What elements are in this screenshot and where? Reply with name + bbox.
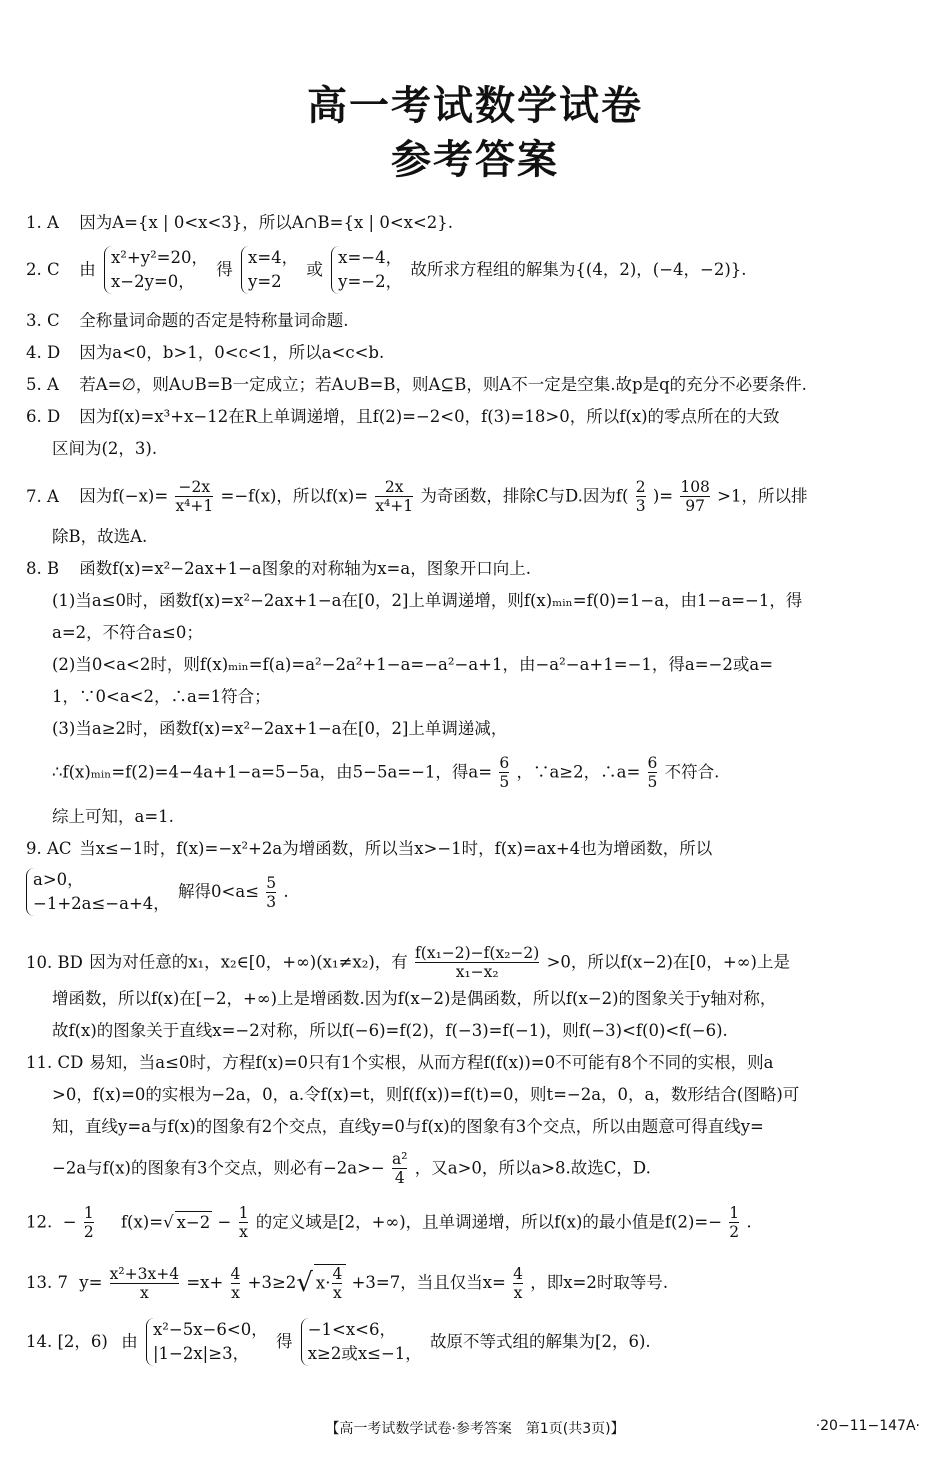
answer-text: 函数f(x)=x²−2ax+1−a图象的对称轴为x=a，图象开口向上.	[79, 559, 531, 578]
numerator: 4	[513, 1264, 523, 1283]
answer-text: ，即x=2时取等号.	[530, 1273, 669, 1292]
equation: x=−4，	[338, 248, 403, 267]
denominator: x	[239, 1223, 248, 1241]
answer-1	[26, 212, 928, 234]
denominator: x⁴+1	[375, 497, 414, 515]
answer-13	[26, 1264, 928, 1302]
answer-text: 或	[306, 260, 323, 279]
answer-text: 因为f(−x)=	[79, 486, 169, 506]
answer-text: f(x)=	[120, 1212, 164, 1232]
inequality: |1−2x|≥3，	[153, 1344, 250, 1363]
answer-10-continued: 增函数，所以f(x)在[−2，+∞)上是增函数.因为f(x−2)是偶函数，所以f(x−2)的图象关于y轴对称，	[52, 989, 777, 1008]
denominator: 3	[635, 497, 646, 515]
inequality: x²−5x−6<0，	[153, 1320, 268, 1339]
answer-7-continued: 除B，故选A.	[52, 527, 148, 546]
answer-number: 7. A	[26, 486, 59, 506]
fraction	[175, 478, 213, 515]
answer-8-case-2-continued: 1，∵0<a<2，∴a=1符合；	[52, 687, 271, 706]
numerator: −2x	[178, 478, 211, 496]
page-subtitle: 参考答案	[391, 137, 559, 183]
denominator: x₁−x₂	[415, 962, 539, 981]
denominator: x	[110, 1283, 179, 1302]
answer-2	[26, 246, 928, 294]
answer-text: 解得0<a≤	[178, 882, 260, 901]
answer-number: 13. 7	[26, 1273, 68, 1292]
answer-8-case-2: (2)当0<a<2时，则f(x)ₘᵢₙ=f(a)=a²−2a²+1−a=−a²−a+1，由−a²−a+1=−1，得a=−2或a=	[52, 655, 774, 674]
fraction	[636, 478, 646, 515]
answer-text: −2a与f(x)的图象有3个交点，则必有−2a>−	[52, 1158, 385, 1178]
answer-text: 当x≤−1时，f(x)=−x²+2a为增函数，所以当x>−1时，f(x)=ax+4也为增函数，所以	[79, 839, 713, 858]
fraction	[499, 754, 509, 791]
answer-number: 9. AC	[26, 839, 72, 858]
sqrt-sign: √	[296, 1268, 313, 1298]
denominator: 97	[680, 496, 710, 515]
answer-text: 因为a<0，b>1，0<c<1，所以a<c<b.	[79, 343, 385, 362]
fraction	[415, 944, 539, 981]
denominator: x	[513, 1283, 523, 1302]
answer-text: 全称量词命题的否定是特称量词命题.	[79, 311, 349, 330]
equation-system	[104, 246, 208, 294]
answer-text: 为奇函数，排除C与D.因为f(	[420, 486, 629, 506]
inequality: x≥2或x≤−1，	[307, 1344, 422, 1363]
denominator: 5	[499, 773, 510, 791]
numerator: x²+3x+4	[109, 1264, 180, 1283]
answer-11-continued: >0，f(x)=0的实根为−2a，0，a.令f(x)=t，则f(f(x))=f(t)=0，则t=−2a，0，a，数形结合(图略)可	[52, 1085, 800, 1104]
answer-number: 6. D	[26, 407, 61, 426]
answer-10	[26, 944, 928, 981]
inequality-system	[146, 1318, 268, 1366]
answer-text: 易知，当a≤0时，方程f(x)=0只有1个实根，从而方程f(f(x))=0不可能有8个不同的实根，则a	[89, 1053, 774, 1072]
fraction	[513, 1265, 523, 1302]
answer-12	[26, 1204, 928, 1241]
fraction	[648, 754, 658, 791]
answer-text: .	[283, 882, 289, 901]
answer-8-case-3: (3)当a≥2时，函数f(x)=x²−2ax+1−a在[0，2]上单调递减，	[52, 719, 508, 738]
answer-text: 的定义域是[2，+∞)，且单调递增，所以f(x)的最小值是f(2)=−	[255, 1212, 723, 1232]
fraction	[392, 1150, 407, 1187]
solution-system	[301, 1318, 422, 1366]
fraction	[266, 874, 276, 911]
answer-8-case-3-continued	[52, 754, 928, 791]
answer-number: 11. CD	[26, 1053, 84, 1072]
numerator: 6	[499, 754, 510, 772]
fraction	[110, 1265, 179, 1302]
denominator: x	[231, 1283, 240, 1302]
fraction	[332, 1265, 342, 1302]
answer-11-continued	[52, 1150, 928, 1187]
denominator: 2	[729, 1223, 740, 1241]
answer-text: +3≥2	[247, 1273, 297, 1292]
answer-text: >0，所以f(x−2)在[0，+∞)上是	[546, 952, 790, 972]
equation: y=2	[248, 272, 282, 291]
answer-4	[26, 342, 928, 364]
fraction	[239, 1204, 249, 1241]
denominator: x⁴+1	[175, 497, 214, 515]
answer-number: 10. BD	[26, 952, 83, 972]
answer-14	[26, 1318, 928, 1366]
answer-text: 得	[275, 1332, 293, 1351]
equation: x=4，	[248, 248, 299, 267]
answer-number: 2. C	[26, 260, 60, 279]
numerator: 1	[83, 1204, 94, 1222]
answer-8-case-1-continued: a=2，不符合a≤0；	[52, 623, 203, 642]
numerator: 6	[647, 754, 658, 772]
solution-system	[241, 246, 298, 294]
answer-text: 由	[79, 260, 96, 279]
fraction	[729, 1204, 739, 1241]
answer-text: 得	[216, 260, 233, 279]
answer-text: .	[746, 1212, 752, 1232]
numerator: 2	[635, 478, 646, 496]
answer-8	[26, 558, 928, 580]
answer-text: 因为A={x | 0<x<3}，所以A∩B={x | 0<x<2}.	[79, 213, 454, 232]
answer-number: 4. D	[26, 343, 61, 362]
equation: x−2y=0，	[111, 272, 195, 291]
answer-text: −	[217, 1212, 232, 1232]
numerator: 1	[729, 1204, 740, 1222]
denominator: 3	[266, 892, 277, 911]
answer-text: =x+	[186, 1273, 224, 1292]
answer-text: 因为f(x)=x³+x−12在R上单调递增，且f(2)=−2<0，f(3)=18>0，所以f(x)的零点所在的大致	[79, 407, 780, 426]
denominator: 5	[647, 773, 658, 791]
answer-text: ，又a>0，所以a>8.故选C，D.	[414, 1158, 651, 1178]
answer-10-continued: 故f(x)的图象关于直线x=−2对称，所以f(−6)=f(2)，f(−3)=f(−1)，则f(−3)<f(0)<f(−6).	[52, 1021, 728, 1040]
answer-8-case-1: (1)当a≤0时，函数f(x)=x²−2ax+1−a在[0，2]上单调递增，则f(x)ₘᵢₙ=f(0)=1−a，由1−a=−1，得	[52, 591, 803, 610]
answer-text: =−f(x)，所以f(x)=	[220, 486, 369, 506]
answer-text: )=	[652, 486, 674, 506]
numerator: a²	[392, 1150, 408, 1168]
denominator: 4	[392, 1168, 407, 1187]
inequality: −1+2a≤−a+4，	[33, 894, 170, 913]
answer-number: 8. B	[26, 559, 60, 578]
answer-6-continued: 区间为(2，3).	[52, 439, 158, 458]
equation: x²+y²=20，	[111, 248, 209, 267]
answer-text: x·	[315, 1273, 331, 1293]
fraction	[375, 478, 413, 515]
fraction	[231, 1265, 241, 1302]
answer-8-conclusion: 综上可知，a=1.	[52, 807, 174, 826]
answer-text: ∴f(x)ₘᵢₙ=f(2)=4−4a+1−a=5−5a，由5−5a=−1，得a=	[52, 762, 493, 782]
answer-7	[26, 478, 928, 515]
numerator: 4	[332, 1265, 343, 1283]
answer-11-continued: 知，直线y=a与f(x)的图象有2个交点，直线y=0与f(x)的图象有3个交点，所以由题意可得直线y=	[52, 1117, 764, 1136]
fraction	[84, 1204, 94, 1241]
page-title: 高一考试数学试卷	[307, 83, 643, 129]
answer-9-continued	[26, 868, 928, 916]
answer-text: 故原不等式组的解集为[2，6).	[430, 1332, 651, 1351]
denominator: 2	[83, 1223, 94, 1241]
inequality-system	[26, 868, 170, 916]
answer-text: 因为对任意的x₁，x₂∈[0，+∞)(x₁≠x₂)，有	[89, 952, 408, 972]
page-footer: 【高一考试数学试卷·参考答案 第1页(共3页)】	[325, 1421, 625, 1437]
answer-text: >1，所以排	[717, 486, 808, 506]
answer-number: 5. A	[26, 375, 59, 394]
answer-number: 14. [2，6)	[26, 1332, 108, 1351]
inequality: −1<x<6，	[307, 1320, 396, 1339]
sqrt-sign: √	[163, 1212, 174, 1232]
numerator: f(x₁−2)−f(x₂−2)	[415, 944, 540, 962]
answer-text: ，∵a≥2，∴a=	[516, 762, 641, 782]
fraction	[680, 478, 710, 515]
answer-text: 若A=∅，则A∪B=B一定成立；若A∪B=B，则A⊆B，则A不一定是空集.故p是q的充分不必要条件.	[79, 375, 807, 394]
answer-number: 3. C	[26, 311, 60, 330]
numerator: 1	[238, 1204, 249, 1222]
answer-6	[26, 406, 928, 428]
answer-text: +3=7，当且仅当x=	[351, 1273, 506, 1292]
numerator: 4	[230, 1264, 241, 1283]
inequality: a>0，	[33, 870, 84, 889]
answer-text: 由	[121, 1332, 138, 1351]
denominator: x	[333, 1284, 342, 1302]
numerator: 108	[680, 478, 710, 496]
answer-3	[26, 310, 928, 332]
document-code: ·20−11−147A·	[815, 1418, 920, 1434]
answer-number: 12.	[26, 1212, 58, 1232]
sqrt-radicand: x−2	[176, 1213, 211, 1232]
answer-9	[26, 838, 928, 860]
answer-text: 不符合.	[664, 762, 720, 782]
answer-11	[26, 1052, 928, 1074]
numerator: 2x	[384, 478, 404, 496]
answer-number: 1. A	[26, 213, 59, 232]
numerator: 5	[266, 873, 277, 892]
answer-text: 故所求方程组的解集为{(4，2)，(−4，−2)}.	[410, 260, 747, 279]
answer-number: −	[62, 1212, 77, 1232]
answer-5	[26, 374, 928, 396]
sqrt-radicand	[314, 1264, 346, 1302]
answer-text: y=	[79, 1273, 103, 1292]
equation: y=−2，	[338, 272, 403, 291]
solution-system	[331, 246, 402, 294]
